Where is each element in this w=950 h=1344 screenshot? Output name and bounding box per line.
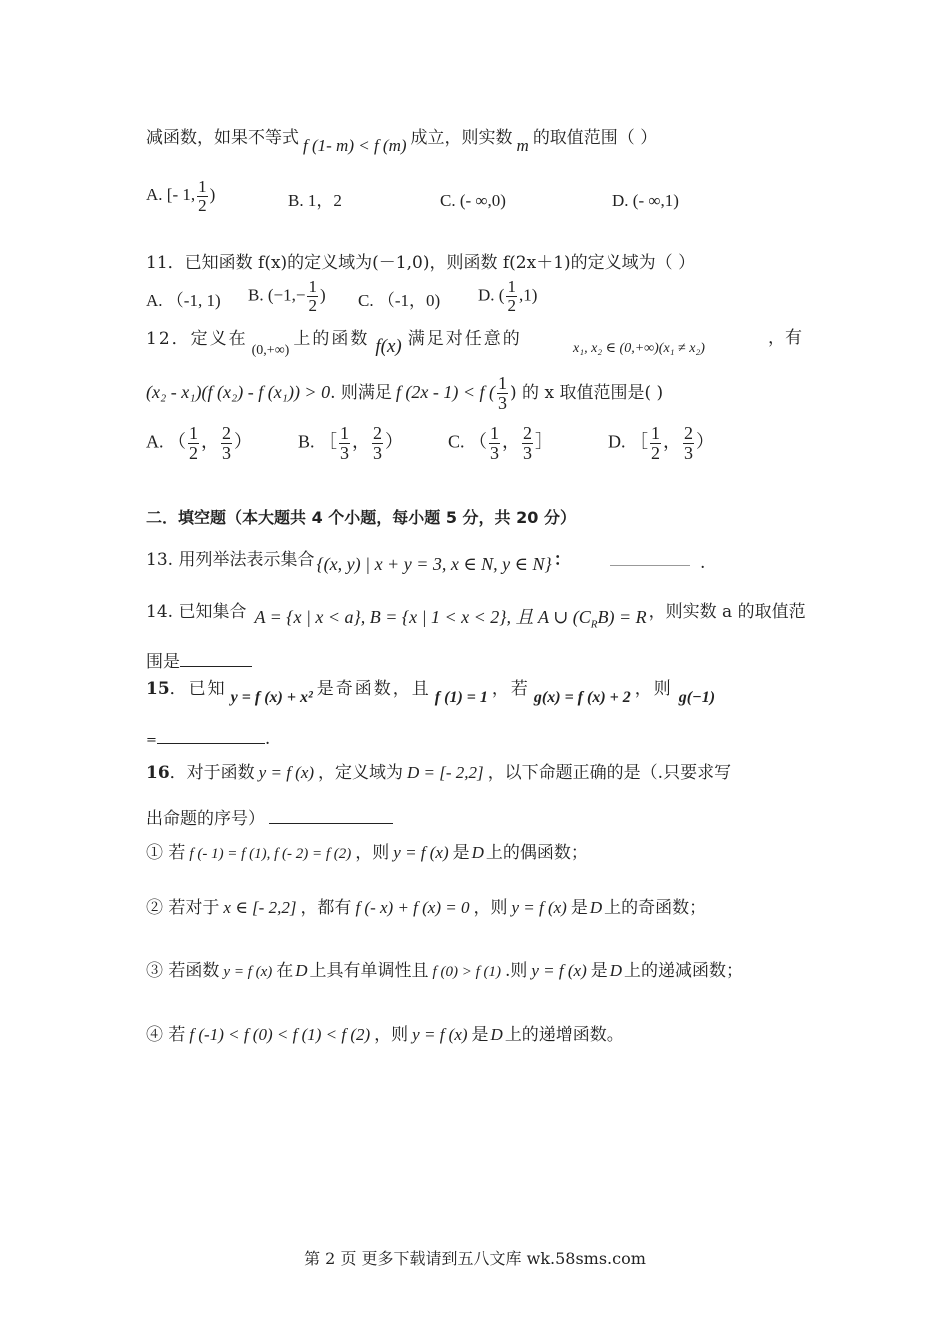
q12-condition: x₁, x₂ ∈ (0,+∞)(x₁ ≠ x₂) xyxy=(573,341,705,356)
q16-number: 16 xyxy=(146,763,170,783)
q13-stem: 13. 用列举法表示集合 xyxy=(146,550,315,570)
q12-you: ，有 xyxy=(768,328,802,348)
page-footer: 第 2 页 更多下载请到五八文库 wk.58sms.com xyxy=(304,1249,646,1268)
q10-option-d: D. (- ∞,1) xyxy=(612,191,679,210)
q11-stem: 11．已知函数 f(x)的定义域为(－1,0)，则函数 f(2x＋1)的定义域为（ ） xyxy=(146,253,696,273)
q12-inequality: f (2x - 1) < f ( xyxy=(395,381,496,402)
q12-monotone-cond: (x₂ - x₁)(f (x₂) - f (x₁)) > 0 xyxy=(146,381,331,402)
q12-fx: f(x) xyxy=(375,336,402,357)
q15-expr-f1: f (1) = 1 xyxy=(434,689,488,706)
q15-line1: 15．已知 y = f (x) + x² 是奇函数，且 f (1) = 1 ，若 g(x) = f (x) + 2 ，则 g(−1) xyxy=(146,679,716,706)
q10-stem-a: 减函数，如果不等式 xyxy=(146,128,299,148)
q12-domain: (0,+∞) xyxy=(251,343,290,358)
q14-answer-blank[interactable] xyxy=(180,649,252,667)
q15-line2: = . xyxy=(146,726,270,750)
q16-proposition-2: ② 若对于 x ∈ [- 2,2] ，都有 f (- x) + f (x) = 0 ，则 y = f (x) 是 D 上的奇函数； xyxy=(146,898,707,918)
q14-stem: 14. 已知集合 xyxy=(146,602,247,622)
q13-line: 13. 用列举法表示集合 {(x, y) | x + y = 3, x ∈ N, y ∈ N} ： xyxy=(146,550,571,574)
q10-option-b: B. 1，2 xyxy=(288,191,342,210)
q10-stem-c: 的取值范围（ ） xyxy=(532,128,658,148)
q12-option-d: D. ［ $\frac{1}{2}$ ， $\frac{2}{3}$ ） xyxy=(608,423,714,463)
q16-proposition-1: ① 若 f (- 1) = f (1), f (- 2) = f (2) ，则 y = f (x) 是 D 上的偶函数； xyxy=(146,843,588,863)
q15-number: 15 xyxy=(146,679,170,699)
q15-answer-blank[interactable] xyxy=(157,726,265,744)
q14-expr: A = {x | x < a}, B = {x | 1 < x < 2}, 且 A ∪ $(C_RB) = R$ xyxy=(254,607,647,631)
q12-option-a: A. （ $\frac{1}{2}$ ， $\frac{2}{3}$ ） xyxy=(146,423,252,463)
q16-proposition-3: ③ 若函数 y = f (x) 在 D 上具有单调性且 f (0) > f (1) .则 y = f (x) 是 D 上的递减函数； xyxy=(146,961,744,981)
q15-expr-g-neg1: g(−1) xyxy=(678,689,716,706)
q12-line1: 12．定义在$_{(0,+\infty)}$上的函数 f(x) 满足对任意的 xyxy=(146,329,522,358)
q16-proposition-4: ④ 若 f (-1) < f (0) < f (1) < f (2) ，则 y = f (x) 是 D 上的递增函数。 xyxy=(146,1025,624,1045)
q15-expr-g: g(x) = f (x) + 2 xyxy=(533,689,631,706)
q14-line1: 14. 已知集合 A = {x | x < a}, B = {x | 1 < x < 2}, 且 A ∪ $(C_RB) = R$ ，则实数 a 的取值范 xyxy=(146,602,806,631)
q10-option-a: A. [- 1, $\frac{1}{2}$ ) xyxy=(146,177,216,215)
q13-answer-blank[interactable] xyxy=(610,565,690,566)
q10-inequality: f (1- m) < f (m) xyxy=(303,136,407,155)
q16-line1: 16．对于函数 y = f (x) ，定义域为 D = [- 2,2] ，以下命题正确的是（.只要求写 xyxy=(146,763,732,783)
q16-line2: 出命题的序号） xyxy=(146,806,393,830)
q12-option-b: B. ［ $\frac{1}{3}$ ， $\frac{2}{3}$ ） xyxy=(298,423,404,463)
q10-var-m: m xyxy=(516,136,529,155)
q11-option-c: C. （-1，0) xyxy=(358,291,441,310)
q16-answer-blank[interactable] xyxy=(269,806,393,824)
q13-set: {(x, y) | x + y = 3, x ∈ N, y ∈ N} xyxy=(316,554,552,574)
q11-option-d: D. ( $\frac{1}{2}$ ,1) xyxy=(478,277,538,315)
q11-option-b: B. (−1,− $\frac{1}{2}$ ) xyxy=(248,277,326,315)
q10-stem xyxy=(146,127,658,155)
section-title-fill-in: 二．填空题（本大题共 4 个小题，每小题 5 分，共 20 分） xyxy=(146,508,576,527)
q14-line2: 围是 xyxy=(146,649,252,673)
q12-option-c: C. （ $\frac{1}{3}$ ， $\frac{2}{3}$ ］ xyxy=(448,423,554,463)
q12-line2: (x₂ - x₁)(f (x₂) - f (x₁)) > 0. 则满足 f (2x - 1) < f ( $\frac{1}{3}$ ) 的 x 取值范围是( ) xyxy=(146,373,664,413)
q13-period: . xyxy=(700,553,706,573)
q10-option-c: C. (- ∞,0) xyxy=(440,191,506,210)
q11-option-a: A. （-1, 1) xyxy=(146,291,221,310)
q15-expr-y: y = f (x) + x² xyxy=(230,689,313,706)
q10-options xyxy=(146,178,215,215)
q10-stem-b: 成立，则实数 xyxy=(410,128,513,148)
